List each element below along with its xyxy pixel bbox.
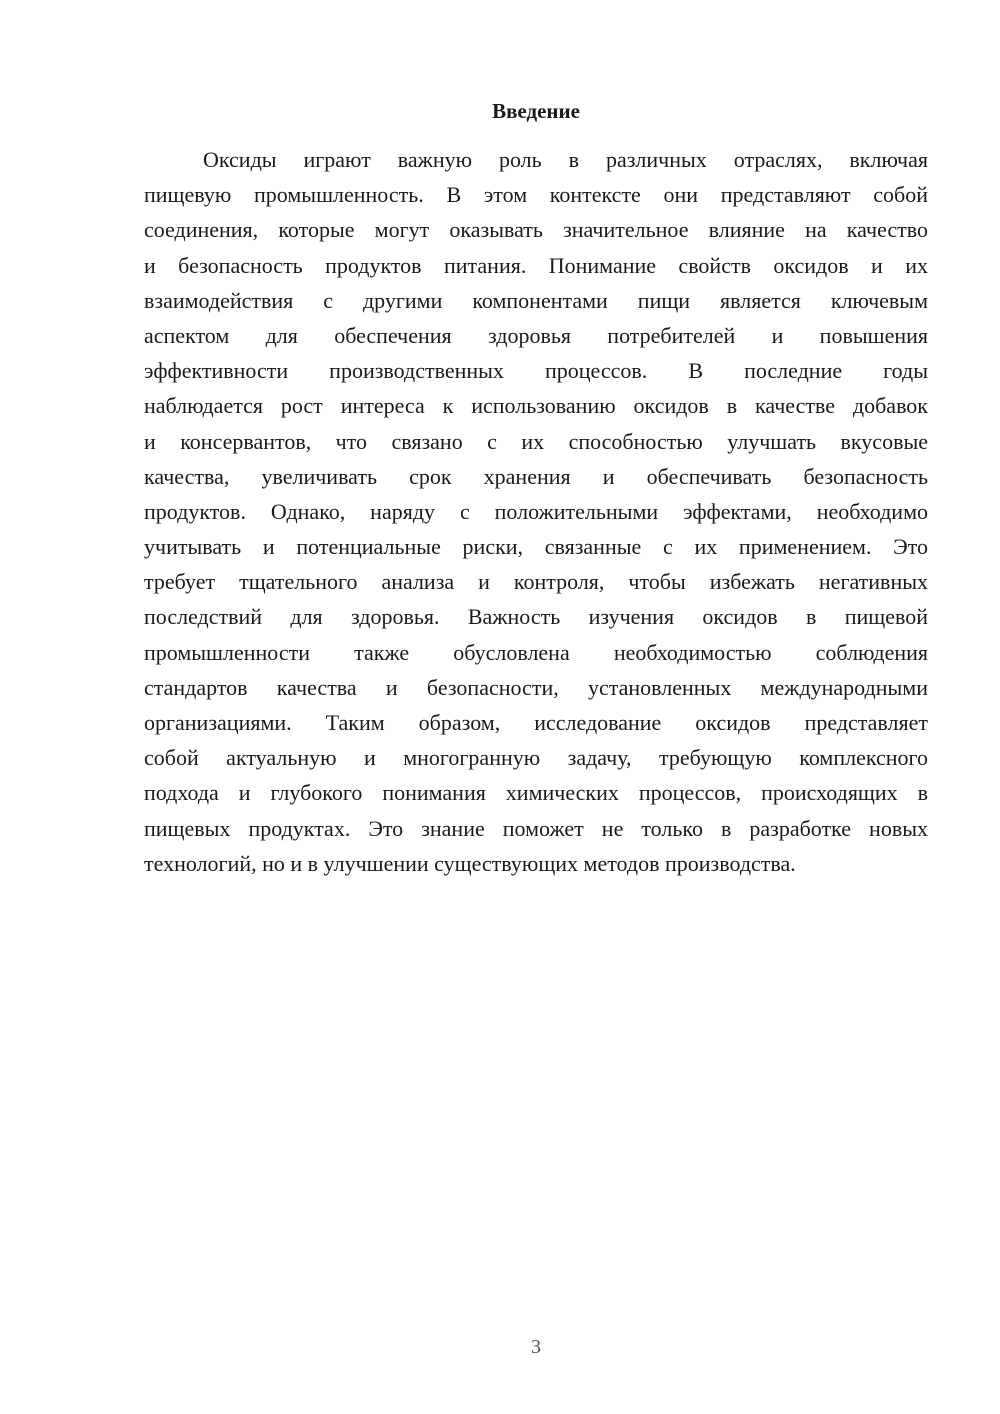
paragraph-line: и безопасность продуктов питания. Понимание свойств оксидов и их — [144, 252, 928, 278]
page-heading: Введение — [492, 99, 580, 123]
paragraph-line: Оксиды играют важную роль в различных отраслях, включая — [203, 147, 928, 172]
page-number: 3 — [531, 1336, 541, 1358]
paragraph-line: пищевых продуктах. Это знание поможет не только в разработке новых — [144, 815, 928, 841]
paragraph-line: подхода и глубокого понимания химических процессов, происходящих в — [144, 780, 928, 806]
paragraph-line: организациями. Таким образом, исследование оксидов представляет — [144, 710, 928, 735]
paragraph-line: и консервантов, что связано с их способностью улучшать вкусовые — [144, 428, 928, 454]
paragraph-line: продуктов. Однако, наряду с положительными эффектами, необходимо — [144, 498, 928, 524]
paragraph-line: требует тщательного анализа и контроля, чтобы избежать негативных — [144, 569, 928, 595]
paragraph-line: эффективности производственных процессов. В последние годы — [144, 358, 928, 384]
paragraph-line: промышленности также обусловлена необходимостью соблюдения — [144, 639, 928, 665]
paragraph-line: соединения, которые могут оказывать значительное влияние на качество — [144, 217, 928, 243]
paragraph-line: аспектом для обеспечения здоровья потребителей и повышения — [144, 322, 928, 348]
paragraph-line: наблюдается рост интереса к использованию оксидов в качестве добавок — [144, 393, 928, 419]
paragraph-line: последствий для здоровья. Важность изучения оксидов в пищевой — [144, 604, 928, 630]
paragraph-line: стандартов качества и безопасности, установленных международными — [144, 674, 928, 700]
paragraph-line: качества, увеличивать срок хранения и обеспечивать безопасность — [144, 463, 928, 489]
paragraph-line: взаимодействия с другими компонентами пищи является ключевым — [144, 287, 928, 313]
paragraph-line: пищевую промышленность. В этом контексте они представляют собой — [144, 182, 928, 208]
paragraph-line-last: технологий, но и в улучшении существующих методов производства. — [144, 850, 796, 876]
paragraph-line: учитывать и потенциальные риски, связанные с их применением. Это — [144, 534, 928, 560]
body-paragraph — [144, 142, 928, 881]
paragraph-line: собой актуальную и многогранную задачу, требующую комплексного — [144, 745, 928, 771]
